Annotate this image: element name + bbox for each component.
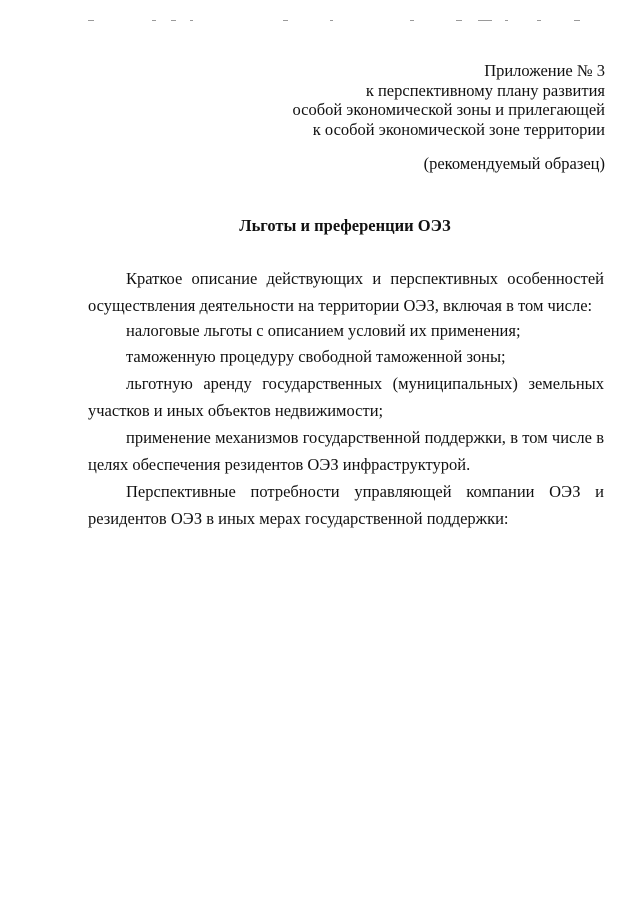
paragraph-state-support: применение механизмов государственной поддержки, в том числе в целях обеспечения резидентов ОЭЗ инфраструктурой. — [88, 428, 604, 474]
document-title: Льготы и преференции ОЭЗ — [239, 216, 451, 235]
annex-line-4: к особой экономической зоне территории — [312, 119, 605, 139]
recommended-sample-note: (рекомендуемый образец) — [423, 154, 605, 173]
scan-noise — [0, 20, 640, 24]
annex-number: Приложение № 3 — [484, 61, 605, 80]
annex-header — [292, 61, 605, 139]
paragraph-tax-benefits: налоговые льготы с описанием условий их применения; — [126, 321, 521, 340]
paragraph-needs: Перспективные потребности управляющей компании ОЭЗ и резидентов ОЭЗ в иных мерах государственной поддержки: — [88, 482, 604, 528]
annex-line-3: особой экономической зоны и прилегающей — [292, 100, 605, 119]
paragraph-lease: льготную аренду государственных (муниципальных) земельных участков и иных объектов недвижимости; — [88, 374, 604, 420]
annex-line-2: к перспективному плану развития — [365, 80, 605, 100]
paragraph-intro: Краткое описание действующих и перспективных особенностей осуществления деятельности на территории ОЭЗ, включая в том числе: — [88, 269, 604, 315]
paragraph-customs: таможенную процедуру свободной таможенной зоны; — [126, 347, 506, 366]
